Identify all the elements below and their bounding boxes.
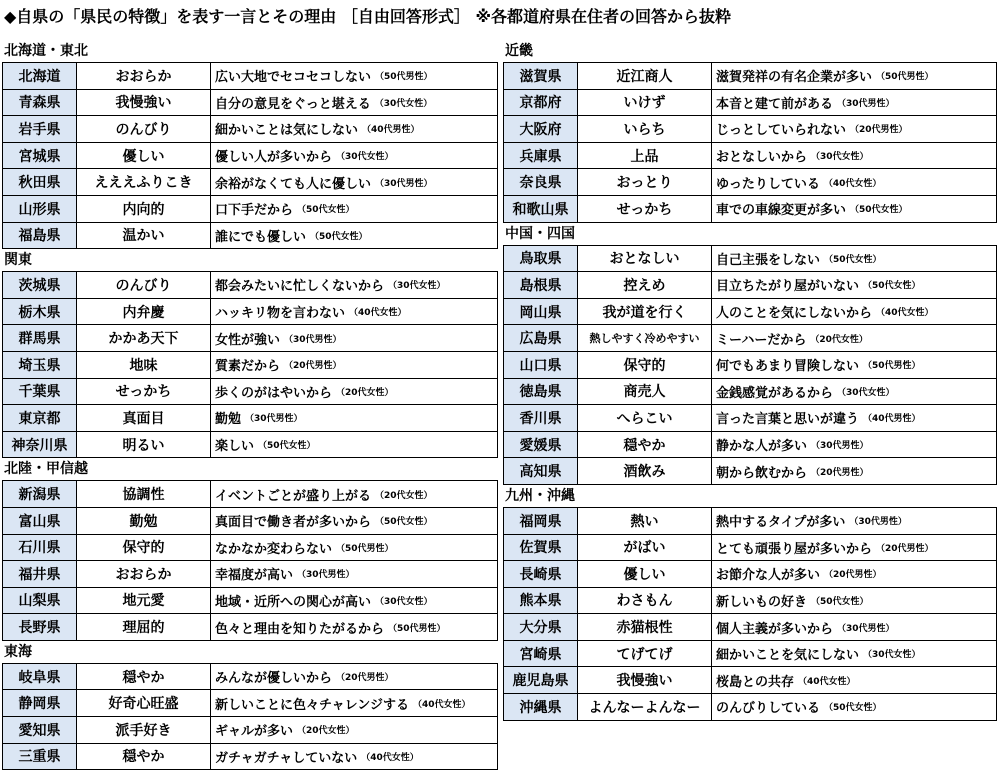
reason-cell <box>712 116 996 142</box>
reason-cell <box>211 272 497 298</box>
respondent-attribute: （40代女性） <box>349 308 407 319</box>
reason-cell <box>712 169 996 195</box>
trait-word: えええふりこき <box>77 169 211 195</box>
respondent-attribute: （40代女性） <box>823 178 882 189</box>
prefecture-name: 神奈川県 <box>3 432 77 458</box>
reason-cell <box>211 614 497 640</box>
region-header: 近畿 <box>505 43 533 59</box>
table-row <box>3 196 497 223</box>
reason-cell <box>712 143 996 169</box>
prefecture-name: 佐賀県 <box>504 535 578 561</box>
trait-word: 保守的 <box>77 535 211 561</box>
table-row <box>504 143 996 170</box>
respondent-attribute: （30代男性） <box>811 441 869 452</box>
prefecture-name: 鹿児島県 <box>504 667 578 693</box>
respondent-attribute: （30代女性） <box>388 281 446 292</box>
trait-word: 上品 <box>578 143 712 169</box>
reason-cell <box>211 325 497 351</box>
respondent-attribute: （20代女性） <box>336 387 394 398</box>
reason-text: ゆったりしている <box>716 176 820 192</box>
reason-cell <box>211 405 497 431</box>
respondent-attribute: （30代女性） <box>374 98 433 109</box>
prefecture-name: 滋賀県 <box>504 63 578 89</box>
trait-word: 勤勉 <box>77 508 211 534</box>
reason-text: とても頑張り屋が多いから <box>716 541 873 557</box>
table-row <box>504 90 996 117</box>
respondent-attribute: （50代女性） <box>824 254 882 265</box>
respondent-attribute: （40代女性） <box>798 676 856 687</box>
region-table <box>2 62 498 249</box>
respondent-attribute: （40代女性） <box>412 699 471 710</box>
respondent-attribute: （50代女性） <box>258 441 316 452</box>
table-row <box>504 508 996 535</box>
respondent-attribute: （50代女性） <box>850 205 908 216</box>
reason-text: 細かいことは気にしない <box>215 123 359 139</box>
reason-cell <box>211 169 497 195</box>
reason-text: のんびりしている <box>716 701 821 717</box>
table-row <box>3 169 497 196</box>
trait-word: 理屈的 <box>77 614 211 640</box>
trait-word: 熱い <box>578 508 712 534</box>
trait-word: 赤猫根性 <box>578 614 712 640</box>
trait-word: 協調性 <box>77 481 211 507</box>
trait-word: おおらか <box>77 561 211 587</box>
trait-word: 我慢強い <box>578 667 712 693</box>
trait-word: おっとり <box>578 169 712 195</box>
prefecture-name: 宮崎県 <box>504 641 578 667</box>
respondent-attribute: （20代男性） <box>824 570 882 581</box>
respondent-attribute: （40代男性） <box>362 125 420 136</box>
reason-cell <box>712 694 996 720</box>
reason-cell <box>211 664 497 690</box>
prefecture-name: 沖縄県 <box>504 694 578 720</box>
trait-word: おとなしい <box>578 246 712 272</box>
respondent-attribute: （30代男性） <box>245 414 303 425</box>
reason-text: 優しい人が多いから <box>215 150 333 166</box>
table-row <box>3 116 497 143</box>
table-row <box>504 169 996 196</box>
table-row <box>504 432 996 459</box>
respondent-attribute: （20代男性） <box>850 125 908 136</box>
reason-text: イベントごとが盛り上がる <box>215 488 372 504</box>
respondent-attribute: （30代男性） <box>284 334 342 345</box>
trait-word: 穏やか <box>77 744 211 770</box>
respondent-attribute: （20代女性） <box>810 334 868 345</box>
reason-cell <box>712 432 996 458</box>
reason-cell <box>211 116 497 142</box>
region-table <box>503 507 997 721</box>
prefecture-name: 愛知県 <box>3 717 77 743</box>
prefecture-name: 福島県 <box>3 223 77 249</box>
prefecture-name: 和歌山県 <box>504 196 578 222</box>
prefecture-name: 山口県 <box>504 352 578 378</box>
trait-word: 穏やか <box>578 432 712 458</box>
table-row <box>3 325 497 352</box>
trait-word: へらこい <box>578 405 712 431</box>
reason-cell <box>712 196 996 222</box>
reason-cell <box>712 535 996 561</box>
table-row <box>504 379 996 406</box>
trait-word: のんびり <box>77 272 211 298</box>
prefecture-name: 山梨県 <box>3 588 77 614</box>
prefecture-name: 静岡県 <box>3 690 77 716</box>
trait-word: わさもん <box>578 588 712 614</box>
reason-cell <box>211 90 497 116</box>
table-row <box>3 588 497 615</box>
region-table <box>2 480 498 641</box>
reason-text: じっとしていられない <box>716 123 847 139</box>
reason-text: ハッキリ物を言わない <box>215 306 346 322</box>
region-header: 中国・四国 <box>505 225 575 242</box>
respondent-attribute: （40代男性） <box>863 414 921 425</box>
trait-word: 明るい <box>77 432 211 458</box>
reason-text: 新しいもの好き <box>716 594 808 610</box>
prefecture-name: 埼玉県 <box>3 352 77 378</box>
respondent-attribute: （50代男性） <box>336 543 394 554</box>
reason-cell <box>712 588 996 614</box>
reason-text: 自分の意見をぐっと堪える <box>215 96 371 112</box>
prefecture-name: 奈良県 <box>504 169 578 195</box>
prefecture-name: 大分県 <box>504 614 578 640</box>
table-row <box>504 116 996 143</box>
reason-text: 桜島との共存 <box>716 674 795 690</box>
reason-text: なかなか変わらない <box>215 541 333 557</box>
table-row <box>504 614 996 641</box>
prefecture-name: 岐阜県 <box>3 664 77 690</box>
prefecture-name: 北海道 <box>3 63 77 89</box>
reason-text: 車での車線変更が多い <box>716 203 847 219</box>
trait-word: せっかち <box>77 379 211 405</box>
prefecture-name: 群馬県 <box>3 325 77 351</box>
reason-cell <box>211 379 497 405</box>
reason-text: 楽しい <box>215 439 255 455</box>
reason-text: ガチャガチャしていない <box>215 750 358 766</box>
reason-text: 自己主張をしない <box>716 252 821 268</box>
left-column <box>2 40 498 770</box>
region-header: 東海 <box>4 643 32 660</box>
table-row <box>504 272 996 299</box>
table-row <box>3 535 497 562</box>
trait-word: てげてげ <box>578 641 712 667</box>
respondent-attribute: （30代男性） <box>375 178 433 189</box>
table-row <box>504 325 996 352</box>
prefecture-name: 徳島県 <box>504 379 578 405</box>
table-row <box>3 63 497 90</box>
reason-cell <box>211 299 497 325</box>
reason-cell <box>712 508 996 534</box>
table-row <box>504 299 996 326</box>
trait-word: 内弁慶 <box>77 299 211 325</box>
table-row <box>504 667 996 694</box>
table-row <box>3 481 497 508</box>
reason-text: 静かな人が多い <box>716 439 808 455</box>
page-title: ◆自県の「県民の特徴」を表す一言とその理由 ［自由回答形式］ ※各都道府県在住者の回答から抜粋 <box>4 7 732 26</box>
respondent-attribute: （50代女性） <box>811 596 869 607</box>
prefecture-name: 茨城県 <box>3 272 77 298</box>
reason-cell <box>712 272 996 298</box>
respondent-attribute: （30代女性） <box>811 152 869 163</box>
prefecture-name: 宮城県 <box>3 143 77 169</box>
prefecture-name: 広島県 <box>504 325 578 351</box>
table-row <box>504 63 996 90</box>
respondent-attribute: （30代男性） <box>297 570 355 581</box>
respondent-attribute: （50代女性） <box>310 231 368 242</box>
prefecture-name: 大阪府 <box>504 116 578 142</box>
reason-text: 何でもあまり冒険しない <box>716 359 860 375</box>
table-row <box>3 379 497 406</box>
trait-word: 近江商人 <box>578 63 712 89</box>
reason-text: 広い大地でセコセコしない <box>215 70 372 86</box>
prefecture-name: 福岡県 <box>504 508 578 534</box>
respondent-attribute: （40代女性） <box>876 308 934 319</box>
prefecture-name: 高知県 <box>504 458 578 484</box>
respondent-attribute: （50代男性） <box>876 72 934 83</box>
trait-word: 内向的 <box>77 196 211 222</box>
region-header: 関東 <box>4 252 32 269</box>
trait-word: 酒飲み <box>578 458 712 484</box>
respondent-attribute: （30代男性） <box>849 517 907 528</box>
reason-cell <box>712 90 996 116</box>
reason-cell <box>712 614 996 640</box>
reason-cell <box>211 508 497 534</box>
trait-word: 我が道を行く <box>578 299 712 325</box>
reason-cell <box>712 246 996 272</box>
trait-word: 真面目 <box>77 405 211 431</box>
trait-word: 派手好き <box>77 717 211 743</box>
reason-cell <box>211 744 497 770</box>
table-row <box>504 196 996 223</box>
respondent-attribute: （50代男性） <box>863 361 921 372</box>
respondent-attribute: （50代男性） <box>388 623 446 634</box>
reason-cell <box>211 481 497 507</box>
prefecture-name: 山形県 <box>3 196 77 222</box>
respondent-attribute: （20代男性） <box>284 361 342 372</box>
reason-cell <box>712 299 996 325</box>
region-table <box>503 62 997 223</box>
trait-word: 控えめ <box>578 272 712 298</box>
trait-word: 穏やか <box>77 664 211 690</box>
table-row <box>3 272 497 299</box>
respondent-attribute: （20代男性） <box>876 543 934 554</box>
reason-cell <box>712 405 996 431</box>
table-row <box>504 641 996 668</box>
reason-text: 歩くのがはやいから <box>215 385 333 401</box>
reason-cell <box>211 352 497 378</box>
prefecture-name: 京都府 <box>504 90 578 116</box>
reason-text: 口下手だから <box>215 203 294 219</box>
reason-text: 人のことを気にしないから <box>716 306 873 322</box>
table-row <box>3 690 497 717</box>
reason-text: 余裕がなくても人に優しい <box>215 176 372 192</box>
region-table <box>2 663 498 770</box>
reason-text: 女性が強い <box>215 332 281 348</box>
region-header: 北海道・東北 <box>4 43 88 59</box>
respondent-attribute: （20代男性） <box>811 467 869 478</box>
prefecture-name: 青森県 <box>3 90 77 116</box>
respondent-attribute: （20代男性） <box>336 673 394 684</box>
prefecture-name: 三重県 <box>3 744 77 770</box>
reason-text: おとなしいから <box>716 150 808 166</box>
reason-text: 幸福度が高い <box>215 568 294 584</box>
reason-cell <box>211 143 497 169</box>
respondent-attribute: （30代男性） <box>837 623 895 634</box>
prefecture-name: 東京都 <box>3 405 77 431</box>
table-row <box>3 405 497 432</box>
region-header: 九州・沖縄 <box>505 487 575 504</box>
trait-word: いけず <box>578 90 712 116</box>
reason-cell <box>712 641 996 667</box>
reason-cell <box>211 63 497 89</box>
table-row <box>3 561 497 588</box>
reason-cell <box>211 588 497 614</box>
prefecture-name: 長野県 <box>3 614 77 640</box>
prefecture-name: 鳥取県 <box>504 246 578 272</box>
reason-text: 質素だから <box>215 359 281 375</box>
table-row <box>3 508 497 535</box>
prefecture-name: 石川県 <box>3 535 77 561</box>
reason-cell <box>712 561 996 587</box>
table-row <box>3 664 497 691</box>
trait-word: 商売人 <box>578 379 712 405</box>
trait-word: 好奇心旺盛 <box>77 690 211 716</box>
table-row <box>504 588 996 615</box>
reason-cell <box>712 667 996 693</box>
reason-text: 言った言葉と思いが違う <box>716 412 860 428</box>
trait-word: おおらか <box>77 63 211 89</box>
table-row <box>504 694 996 721</box>
reason-cell <box>712 325 996 351</box>
respondent-attribute: （30代女性） <box>837 387 895 398</box>
table-row <box>504 246 996 273</box>
table-row <box>3 432 497 459</box>
respondent-attribute: （30代女性） <box>375 596 433 607</box>
reason-text: 滋賀発祥の有名企業が多い <box>716 70 873 86</box>
table-row <box>3 717 497 744</box>
table-row <box>3 143 497 170</box>
respondent-attribute: （50代女性） <box>297 205 355 216</box>
reason-text: 朝から飲むから <box>716 465 808 481</box>
respondent-attribute: （40代女性） <box>361 752 419 763</box>
trait-word: よんなーよんなー <box>578 694 712 720</box>
region-header: 北陸・甲信越 <box>4 461 88 478</box>
reason-cell <box>712 379 996 405</box>
respondent-attribute: （50代女性） <box>824 703 882 714</box>
table-row <box>3 299 497 326</box>
reason-cell <box>712 352 996 378</box>
prefecture-name: 愛媛県 <box>504 432 578 458</box>
respondent-attribute: （50代女性） <box>863 281 921 292</box>
prefecture-name: 栃木県 <box>3 299 77 325</box>
prefecture-name: 秋田県 <box>3 169 77 195</box>
respondent-attribute: （30代女性） <box>863 650 921 661</box>
prefecture-name: 岩手県 <box>3 116 77 142</box>
reason-text: ギャルが多い <box>215 724 294 740</box>
reason-cell <box>211 690 497 716</box>
table-row <box>3 223 497 250</box>
prefecture-name: 新潟県 <box>3 481 77 507</box>
prefecture-name: 香川県 <box>504 405 578 431</box>
reason-text: 真面目で働き者が多いから <box>215 515 372 531</box>
reason-cell <box>712 458 996 484</box>
prefecture-name: 岡山県 <box>504 299 578 325</box>
reason-text: 目立ちたがり屋がいない <box>716 279 860 295</box>
reason-text: 地域・近所への関心が高い <box>215 594 372 610</box>
region-table <box>503 245 997 485</box>
trait-word: がばい <box>578 535 712 561</box>
prefecture-name: 富山県 <box>3 508 77 534</box>
prefecture-name: 兵庫県 <box>504 143 578 169</box>
reason-text: 勤勉 <box>215 412 242 428</box>
reason-text: 金銭感覚があるから <box>716 385 834 401</box>
table-row <box>3 90 497 117</box>
reason-cell <box>211 223 497 249</box>
prefecture-name: 福井県 <box>3 561 77 587</box>
table-row <box>3 614 497 641</box>
reason-text: 本音と建て前がある <box>716 96 834 112</box>
reason-text: お節介な人が多い <box>716 568 821 584</box>
reason-cell <box>211 535 497 561</box>
respondent-attribute: （20代女性） <box>297 726 355 737</box>
trait-word: 地味 <box>77 352 211 378</box>
trait-word: のんびり <box>77 116 211 142</box>
table-row <box>504 352 996 379</box>
table-row <box>3 744 497 771</box>
reason-cell <box>211 561 497 587</box>
trait-word: せっかち <box>578 196 712 222</box>
reason-text: 新しいことに色々チャレンジする <box>215 697 409 713</box>
reason-cell <box>211 196 497 222</box>
trait-word: 温かい <box>77 223 211 249</box>
reason-text: ミーハーだから <box>716 332 807 348</box>
table-row <box>504 405 996 432</box>
prefecture-name: 島根県 <box>504 272 578 298</box>
prefecture-name: 千葉県 <box>3 379 77 405</box>
prefecture-name: 長崎県 <box>504 561 578 587</box>
prefecture-name: 熊本県 <box>504 588 578 614</box>
respondent-attribute: （30代女性） <box>336 152 394 163</box>
trait-word: 優しい <box>578 561 712 587</box>
trait-word: 優しい <box>77 143 211 169</box>
reason-text: 都会みたいに忙しくないから <box>215 279 385 295</box>
right-column <box>503 40 997 721</box>
table-row <box>504 561 996 588</box>
table-row <box>504 535 996 562</box>
reason-cell <box>211 432 497 458</box>
respondent-attribute: （50代女性） <box>375 517 433 528</box>
reason-cell <box>712 63 996 89</box>
table-row <box>3 352 497 379</box>
respondent-attribute: （50代男性） <box>375 72 433 83</box>
reason-text: みんなが優しいから <box>215 671 333 687</box>
trait-word: 地元愛 <box>77 588 211 614</box>
region-table <box>2 271 498 458</box>
table-row <box>504 458 996 485</box>
trait-word: 保守的 <box>578 352 712 378</box>
reason-text: 色々と理由を知りたがるから <box>215 621 385 637</box>
trait-word: かかあ天下 <box>77 325 211 351</box>
reason-text: 細かいことを気にしない <box>716 648 860 664</box>
trait-word: いらち <box>578 116 712 142</box>
reason-cell <box>211 717 497 743</box>
trait-word: 熱しやすく冷めやすい <box>578 325 712 351</box>
reason-text: 個人主義が多いから <box>716 621 834 637</box>
respondent-attribute: （30代男性） <box>837 98 895 109</box>
reason-text: 誰にでも優しい <box>215 229 307 245</box>
trait-word: 我慢強い <box>77 90 211 116</box>
reason-text: 熱中するタイプが多い <box>716 515 846 531</box>
respondent-attribute: （20代女性） <box>375 490 433 501</box>
